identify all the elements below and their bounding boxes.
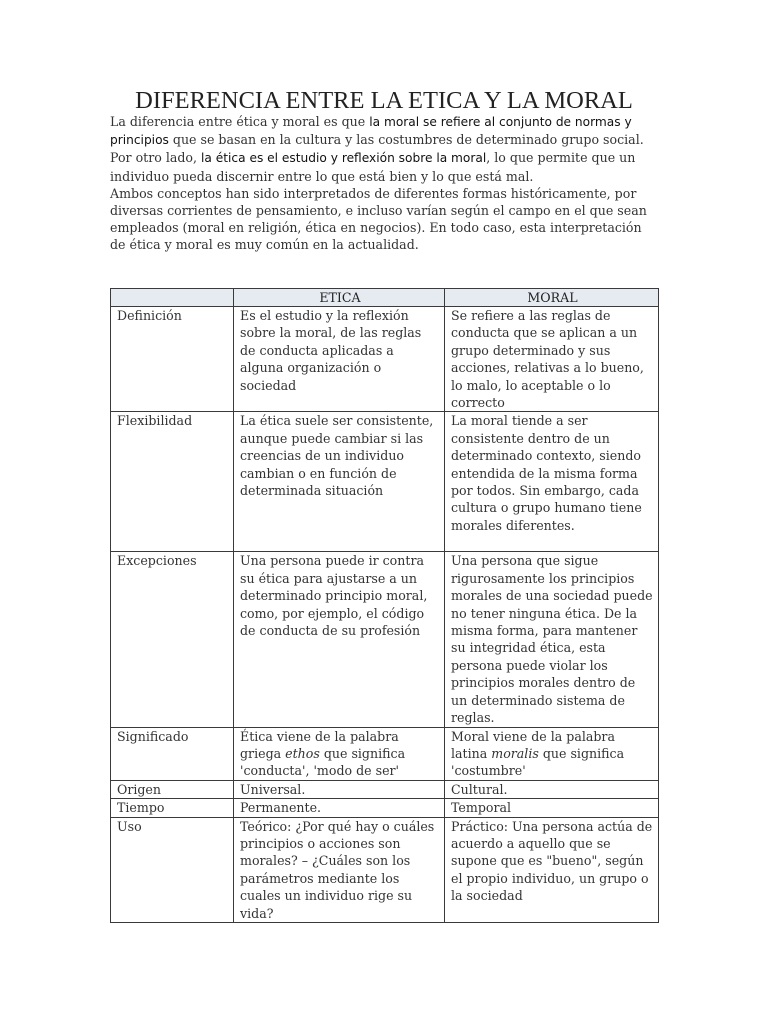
table-row-definicion (111, 307, 659, 412)
table-row-tiempo (111, 799, 659, 817)
etica-cell: Universal. (234, 780, 445, 798)
moral-significado-pre: Moral viene de la palabra latina (451, 728, 615, 761)
intro-text-2: que se basan en la cultura y las costumbres de determinado grupo social. Por otro lado, (110, 132, 644, 166)
table-row-significado (111, 727, 659, 780)
table-header-row (111, 289, 659, 307)
moral-cell: Práctico: Una persona actúa de acuerdo a aquello que se supone que es "bueno", según el propio individuo, un grupo o la sociedad (445, 817, 659, 922)
intro-paragraph-2: Ambos conceptos han sido interpretados de diferentes formas históricamente, por diversas corrientes de pensamiento, e incluso varían según el campo en el que sean empleados (moral en religión, ética en negocios). En todo caso, esta interpretación de ética y moral es muy común en la actualidad. (110, 185, 647, 253)
etica-significado-term: ethos (285, 745, 320, 761)
row-label: Definición (111, 307, 234, 412)
header-moral: MORAL (445, 289, 659, 307)
intro-bold-1: la moral se refiere al conjunto de normas y principios (110, 115, 632, 148)
row-label: Origen (111, 780, 234, 798)
etica-cell: Teórico: ¿Por qué hay o cuáles principios o acciones son morales? – ¿Cuáles son los parámetros mediante los cuales un individuo rige su vida? (234, 817, 445, 922)
header-etica: ETICA (234, 289, 445, 307)
header-empty (111, 289, 234, 307)
moral-cell: Una persona que sigue rigurosamente los principios morales de una sociedad puede no tener ninguna ética. De la misma forma, para mantener su integridad ética, esta persona puede violar los principios morales dentro de un determinado sistema de reglas. (445, 552, 659, 727)
row-label: Significado (111, 727, 234, 780)
intro-text (110, 113, 660, 254)
table-row-flexibilidad (111, 412, 659, 552)
etica-cell: Es el estudio y la reflexión sobre la moral, de las reglas de conducta aplicadas a alguna organización o sociedad (234, 307, 445, 412)
moral-cell: Cultural. (445, 780, 659, 798)
moral-cell: Temporal (445, 799, 659, 817)
moral-cell (445, 727, 659, 780)
table-row-excepciones (111, 552, 659, 727)
comparison-table (110, 288, 659, 923)
row-label: Flexibilidad (111, 412, 234, 552)
table-row-origen (111, 780, 659, 798)
moral-significado-term: moralis (491, 745, 539, 761)
etica-significado-post: que significa 'conducta', 'modo de ser' (240, 745, 406, 779)
moral-cell: Se refiere a las reglas de conducta que se aplican a un grupo determinado y sus acciones, relativas a lo bueno, lo malo, lo aceptable o lo correcto (445, 307, 659, 412)
intro-text-3: , lo que permite que un individuo pueda discernir entre lo que está bien y lo que está mal. (110, 150, 636, 184)
etica-cell (234, 727, 445, 780)
etica-significado-pre: Ética viene de la palabra griega (240, 728, 399, 761)
etica-cell: Una persona puede ir contra su ética para ajustarse a un determinado principio moral, como, por ejemplo, el código de conducta de su profesión (234, 552, 445, 727)
row-label: Uso (111, 817, 234, 922)
moral-cell: La moral tiende a ser consistente dentro de un determinado contexto, siendo entendida de la misma forma por todos. Sin embargo, cada cultura o grupo humano tiene morales diferentes. (445, 412, 659, 552)
etica-cell: Permanente. (234, 799, 445, 817)
row-label: Tiempo (111, 799, 234, 817)
etica-cell: La ética suele ser consistente, aunque puede cambiar si las creencias de un individuo cambian o en función de determinada situación (234, 412, 445, 552)
page-title: DIFERENCIA ENTRE LA ETICA Y LA MORAL (135, 87, 633, 114)
row-label: Excepciones (111, 552, 234, 727)
table-row-uso (111, 817, 659, 922)
intro-paragraph-1 (110, 113, 660, 185)
moral-significado-post: que significa 'costumbre' (451, 745, 625, 779)
intro-text-1: La diferencia entre ética y moral es que (110, 114, 370, 129)
intro-bold-2: la ética es el estudio y reflexión sobre la moral (201, 151, 487, 166)
